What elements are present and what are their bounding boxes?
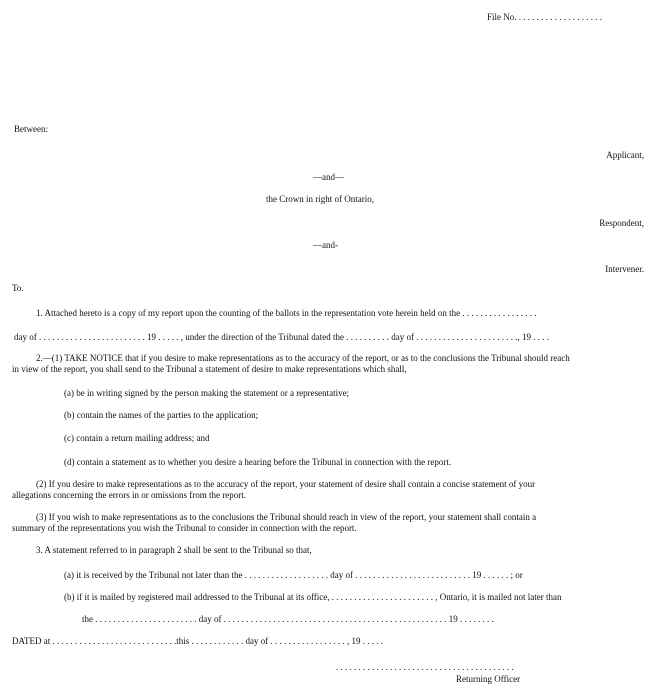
paragraph-3-item-a: (a) it is received by the Tribunal not later than the . . . . . . . . . . . . . . . . . . . day of . . . . . . . . . . . . . . . . . . . . . . . . . . 19 . . . . . . ; or xyxy=(64,570,523,580)
paragraph-1-line-2: day of . . . . . . . . . . . . . . . . . . . . . . . . 19 . . . . . , under the direction of the Tribunal dated the . . . . . . . . . . day of . . . . . . . . . . . . . . . . . . . . . . ., 19 . . . . xyxy=(14,332,549,342)
respondent-label: Respondent, xyxy=(599,218,644,228)
intervener-label: Intervener. xyxy=(605,264,644,274)
to-label: To. xyxy=(12,283,24,293)
paragraph-2-2-line-2: allegations concerning the errors in or omissions from the report. xyxy=(12,490,246,500)
between-label: Between: xyxy=(14,124,48,134)
paragraph-3: 3. A statement referred to in paragraph 2 shall be sent to the Tribunal so that, xyxy=(36,545,312,555)
paragraph-2-1-line-1: 2.—(1) TAKE NOTICE that if you desire to make representations as to the accuracy of the report, or as to the conclusions the Tribunal should reach xyxy=(36,353,570,363)
and-separator-2: —and- xyxy=(313,240,338,250)
paragraph-3-item-b-line-1: (b) if it is mailed by registered mail addressed to the Tribunal at its office, . . . . . . . . . . . . . . . . . . . . . . . , Ontario, it is mailed not later than xyxy=(64,592,562,602)
paragraph-2-3-line-1: (3) If you wish to make representations as to the conclusions the Tribunal should reach in view of the report, your statement shall contain a xyxy=(36,512,537,522)
item-d: (d) contain a statement as to whether you desire a hearing before the Tribunal in connection with the report. xyxy=(64,457,452,467)
crown-party: the Crown in right of Ontario, xyxy=(266,194,374,204)
item-a: (a) be in writing signed by the person making the statement or a representative; xyxy=(64,388,350,398)
dated-line: DATED at . . . . . . . . . . . . . . . . . . . . . . . . . . . .this . . . . . . . . . . . . day of . . . . . . . . . . . . . . . . . , 19 . . . . . xyxy=(12,636,383,646)
paragraph-1-line-1: 1. Attached hereto is a copy of my report upon the counting of the ballots in the representation vote herein held on the . . . . . . . . . . . . . . . . . xyxy=(36,308,537,318)
paragraph-3-item-b-line-2: the . . . . . . . . . . . . . . . . . . . . . . . day of . . . . . . . . . . . . . . . . . . . . . . . . . . . . . . . . . . . . . . . . . . . . . . . . . . 19 . . . . . . . . xyxy=(82,614,494,624)
signature-line: . . . . . . . . . . . . . . . . . . . . . . . . . . . . . . . . . . . . . . . . xyxy=(336,662,514,672)
item-b: (b) contain the names of the parties to the application; xyxy=(64,410,259,420)
returning-officer-label: Returning Officer xyxy=(456,674,521,684)
item-c: (c) contain a return mailing address; and xyxy=(64,433,210,443)
paragraph-2-2-line-1: (2) If you desire to make representations as to the accuracy of the report, your statement of desire shall contain a concise statement of your xyxy=(36,479,536,489)
file-number: File No. . . . . . . . . . . . . . . . . . . . xyxy=(487,12,603,22)
paragraph-2-1-line-2: in view of the report, you shall send to the Tribunal a statement of desire to make representations which shall, xyxy=(12,364,407,374)
applicant-label: Applicant, xyxy=(606,150,644,160)
and-separator-1: —and— xyxy=(313,172,344,182)
paragraph-2-3-line-2: summary of the representations you wish the Tribunal to consider in connection with the report. xyxy=(12,523,357,533)
